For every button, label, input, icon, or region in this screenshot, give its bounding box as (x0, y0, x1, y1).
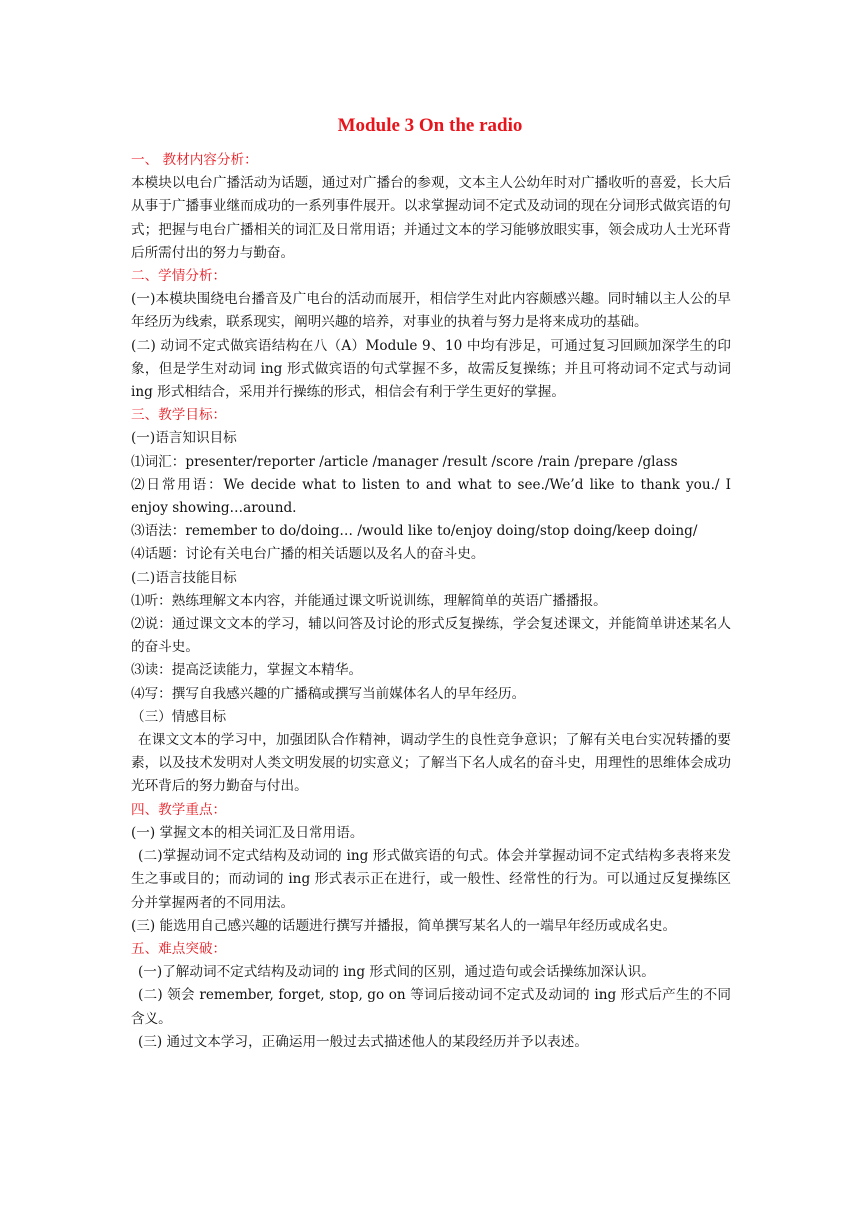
section-heading-analysis: 一、 教材内容分析： (131, 152, 258, 168)
document-title: Module 3 On the radio (337, 115, 523, 136)
paragraph: (二)掌握动词不定式结构及动词的 ing 形式做宾语的句式。体会并掌握动词不定式结构多表将来发生之事或目的；而动词的 ing 形式表示正在进行，或一般性、经常性的行为。可以通过反复操练区分并掌握两者的不同用法。 (131, 848, 731, 911)
paragraph: 本模块以电台广播活动为话题，通过对广播台的参观，文本主人公幼年时对广播收听的喜爱，长大后从事于广播事业继而成功的一系列事件展开。以求掌握动词不定式及动词的现在分词形式做宾语的句式；把握与电台广播相关的词汇及日常用语；并通过文本的学习能够放眼实事，领会成功人士光环背后所需付出的努力与勤奋。 (131, 175, 731, 261)
paragraph: (一)本模块围绕电台播音及广电台的活动而展开，相信学生对此内容颇感兴趣。同时辅以主人公的早年经历为线索，联系现实，阐明兴趣的培养，对事业的执着与努力是将来成功的基础。 (131, 291, 731, 331)
list-item: ⑵说：通过课文文本的学习，辅以问答及讨论的形式反复操练，学会复述课文，并能简单讲述某名人的奋斗史。 (131, 616, 731, 656)
list-item: ⑶语法：remember to do/doing… /would like to/enjoy doing/stop doing/keep doing/ (131, 523, 698, 540)
section-heading-objectives: 三、教学目标： (131, 407, 227, 424)
paragraph: (二) 领会 remember, forget, stop, go on 等词后接动词不定式及动词的 ing 形式后产生的不同含义。 (131, 987, 731, 1027)
list-item: ⑷写：撰写自我感兴趣的广播稿或撰写当前媒体名人的早年经历。 (131, 685, 526, 702)
list-item: ⑷话题：讨论有关电台广播的相关话题以及名人的奋斗史。 (131, 546, 485, 563)
paragraph: (二)语言技能目标 (131, 569, 237, 586)
paragraph: (一) 掌握文本的相关词汇及日常用语。 (131, 824, 364, 841)
paragraph: (三) 通过文本学习，正确运用一般过去式描述他人的某段经历并予以表述。 (138, 1033, 588, 1050)
paragraph: (一)语言知识目标 (131, 430, 237, 447)
paragraph: (三) 能选用自己感兴趣的话题进行撰写并播报，简单撰写某名人的一端早年经历或成名史。 (131, 917, 677, 934)
section-heading-students: 二、学情分析： (131, 268, 227, 285)
paragraph: 在课文文本的学习中，加强团队合作精神，调动学生的良性竞争意识；了解有关电台实况转播的要素，以及技术发明对人类文明发展的切实意义；了解当下名人成名的奋斗史，用理性的思维体会成功光环背后的努力勤奋与付出。 (131, 732, 731, 795)
list-item: ⑴听：熟练理解文本内容，并能通过课文听说训练，理解简单的英语广播播报。 (131, 592, 607, 609)
list-item: ⑵日常用语：We decide what to listen to and what to see./We’d like to thank you./ I enjoy showing…around. (131, 476, 731, 517)
paragraph: (二) 动词不定式做宾语结构在八（A）Module 9、10 中均有涉足，可通过复习回顾加深学生的印象，但是学生对动词 ing 形式做宾语的句式掌握不多，故需反复操练；并且可将动词不定式与动词 ing 形式相结合，采用并行操练的形式，相信会有利于学生更好的掌握。 (131, 337, 731, 401)
list-item: ⑶读：提高泛读能力，掌握文本精华。 (131, 662, 363, 679)
list-item: ⑴词汇：presenter/reporter /article /manager /result /score /rain /prepare /glass (131, 453, 678, 470)
paragraph: （三）情感目标 (131, 708, 227, 725)
document-body (131, 149, 731, 1054)
section-heading-difficulties: 五、难点突破： (131, 940, 227, 957)
section-heading-key-points: 四、教学重点： (131, 801, 227, 818)
paragraph: (一)了解动词不定式结构及动词的 ing 形式间的区别，通过造句或会话操练加深认识。 (138, 964, 655, 981)
